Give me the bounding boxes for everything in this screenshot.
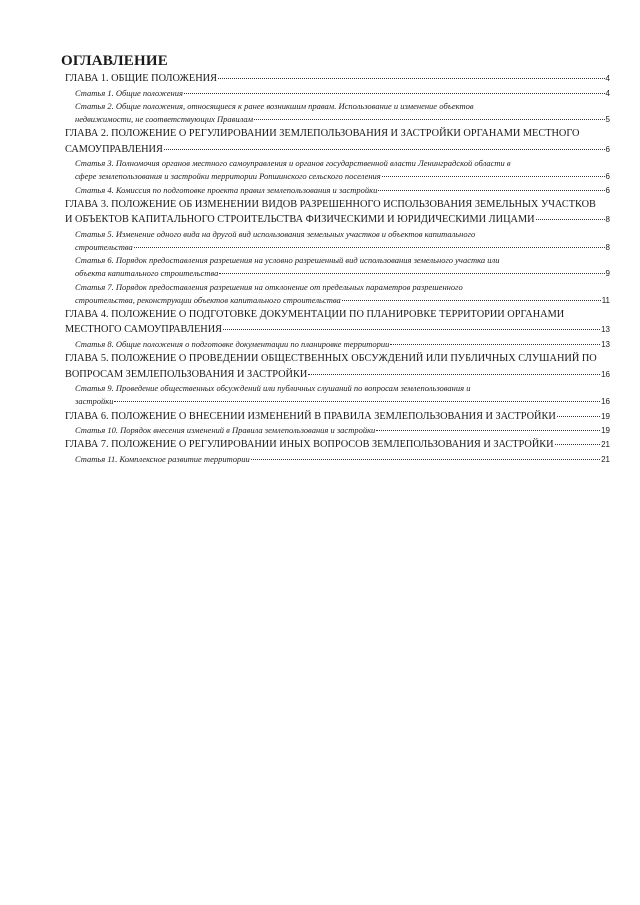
toc-entry-line <box>65 212 610 228</box>
dot-leader <box>308 374 600 375</box>
toc-entry-text: строительства, реконструкции объектов капитального строительства <box>75 294 341 305</box>
dot-leader <box>184 93 605 94</box>
toc-entry-text: сфере землепользования и застройки территории Ропшинского сельского поселения <box>75 171 381 182</box>
toc-page-number: 8 <box>605 242 610 252</box>
toc-chapter-entry[interactable] <box>65 71 610 87</box>
toc-page-number: 16 <box>601 369 610 379</box>
toc-entry-line <box>75 424 610 437</box>
toc-entry-text: ГЛАВА 2. ПОЛОЖЕНИЕ О РЕГУЛИРОВАНИИ ЗЕМЛЕПОЛЬЗОВАНИЯ И ЗАСТРОЙКИ ОРГАНАМИ МЕСТНОГО <box>65 128 580 140</box>
toc-entry-line <box>75 267 610 280</box>
toc-article-entry[interactable] <box>65 100 610 126</box>
toc-chapter-entry[interactable] <box>65 307 610 338</box>
dot-leader <box>555 444 600 445</box>
dot-leader <box>376 430 600 431</box>
toc-entry-line <box>65 322 610 338</box>
toc-entry-text: ГЛАВА 7. ПОЛОЖЕНИЕ О РЕГУЛИРОВАНИИ ИНЫХ ВОПРОСОВ ЗЕМЛЕПОЛЬЗОВАНИЯ И ЗАСТРОЙКИ <box>65 439 554 451</box>
toc-article-entry[interactable] <box>65 338 610 351</box>
toc-article-entry[interactable] <box>65 157 610 183</box>
toc-page-number: 21 <box>601 454 610 464</box>
toc-entry-line <box>65 437 610 453</box>
toc-page-number: 6 <box>605 185 610 195</box>
toc-entry-text: Статья 7. Порядок предоставления разрешения на отклонение от предельных параметров разрешенного <box>75 281 463 292</box>
toc-title: ОГЛАВЛЕНИЕ <box>61 53 168 69</box>
toc-page-number: 9 <box>605 269 610 279</box>
dot-leader <box>114 401 600 402</box>
toc-article-entry[interactable] <box>65 382 610 408</box>
toc-entry-text: И ОБЪЕКТОВ КАПИТАЛЬНОГО СТРОИТЕЛЬСТВА ФИЗИЧЕСКИМИ И ЮРИДИЧЕСКИМИ ЛИЦАМИ <box>65 214 535 226</box>
toc-page-number: 19 <box>601 411 610 421</box>
toc-page-number: 5 <box>605 114 610 124</box>
toc-entry-line <box>75 294 610 307</box>
toc-page-number: 11 <box>601 295 610 305</box>
dot-leader <box>536 219 605 220</box>
toc-article-entry[interactable] <box>65 453 610 466</box>
toc-page-number: 19 <box>601 426 610 436</box>
toc-chapter-entry[interactable] <box>65 437 610 453</box>
toc-entry-line <box>75 87 610 100</box>
toc-entry-text: ВОПРОСАМ ЗЕМЛЕПОЛЬЗОВАНИЯ И ЗАСТРОЙКИ <box>65 368 308 380</box>
toc-chapter-entry[interactable] <box>65 126 610 157</box>
toc-entry-line <box>75 184 610 197</box>
toc-article-entry[interactable] <box>65 87 610 100</box>
toc-entry-text: Статья 6. Порядок предоставления разрешения на условно разрешенный вид использования земельного участка или <box>75 255 500 266</box>
toc-entry-text: ГЛАВА 5. ПОЛОЖЕНИЕ О ПРОВЕДЕНИИ ОБЩЕСТВЕННЫХ ОБСУЖДЕНИЙ ИЛИ ПУБЛИЧНЫХ СЛУШАНИЙ ПО <box>65 353 597 365</box>
table-of-contents <box>65 71 610 466</box>
toc-entry-text: Статья 5. Изменение одного вида на другой вид использования земельных участков и объектов капитального <box>75 228 476 239</box>
toc-entry-line <box>65 71 610 87</box>
toc-entry-line <box>75 170 610 183</box>
toc-page-number: 6 <box>605 172 610 182</box>
toc-entry-line <box>65 142 610 158</box>
toc-entry-text: Статья 4. Комиссия по подготовке проекта правил землепользования и застройки <box>75 184 378 195</box>
dot-leader <box>378 190 604 191</box>
toc-entry-text: Статья 11. Комплексное развитие территории <box>75 453 250 464</box>
toc-entry-text: недвижимости, не соответствующих Правилам <box>75 113 254 124</box>
toc-chapter-entry[interactable] <box>65 409 610 425</box>
dot-leader <box>218 78 605 79</box>
toc-entry-line <box>65 409 610 425</box>
toc-entry-text: Статья 10. Порядок внесения изменений в Правила землепользования и застройки <box>75 425 376 436</box>
toc-chapter-entry[interactable] <box>65 197 610 228</box>
toc-article-entry[interactable] <box>65 424 610 437</box>
toc-entry-text: объекта капитального строительства <box>75 268 219 279</box>
toc-entry-line <box>75 395 610 408</box>
dot-leader <box>134 247 605 248</box>
toc-entry-line <box>75 453 610 466</box>
dot-leader <box>557 416 600 417</box>
toc-chapter-entry[interactable] <box>65 351 610 382</box>
toc-article-entry[interactable] <box>65 228 610 254</box>
dot-leader <box>254 119 604 120</box>
toc-article-entry[interactable] <box>65 184 610 197</box>
dot-leader <box>164 149 605 150</box>
toc-entry-text: МЕСТНОГО САМОУПРАВЛЕНИЯ <box>65 324 223 336</box>
dot-leader <box>382 176 605 177</box>
toc-page-number: 13 <box>601 339 610 349</box>
toc-entry-line <box>75 113 610 126</box>
dot-leader <box>390 344 600 345</box>
toc-entry-text: Статья 9. Проведение общественных обсуждений или публичных слушаний по вопросам землепользования и <box>75 383 471 394</box>
toc-entry-text: Статья 3. Полномочия органов местного самоуправления и органов государственной власти Ленинградской области в <box>75 158 511 169</box>
toc-page-number: 16 <box>601 397 610 407</box>
toc-page-number: 6 <box>605 144 610 154</box>
toc-entry-text: САМОУПРАВЛЕНИЯ <box>65 143 163 155</box>
toc-page-number: 8 <box>605 215 610 225</box>
toc-entry-text: застройки <box>75 396 114 407</box>
toc-entry-text: ГЛАВА 4. ПОЛОЖЕНИЕ О ПОДГОТОВКЕ ДОКУМЕНТАЦИИ ПО ПЛАНИРОВКЕ ТЕРРИТОРИИ ОРГАНАМИ <box>65 308 565 320</box>
dot-leader <box>223 329 600 330</box>
toc-page-number: 4 <box>605 88 610 98</box>
toc-entry-line <box>65 367 610 383</box>
toc-entry-text: ГЛАВА 6. ПОЛОЖЕНИЕ О ВНЕСЕНИИ ИЗМЕНЕНИЙ В ПРАВИЛА ЗЕМЛЕПОЛЬЗОВАНИЯ И ЗАСТРОЙКИ <box>65 410 556 422</box>
toc-page-number: 21 <box>601 440 610 450</box>
toc-article-entry[interactable] <box>65 281 610 307</box>
toc-entry-text: Статья 1. Общие положения <box>75 87 183 98</box>
toc-entry-line <box>75 338 610 351</box>
toc-entry-text: ГЛАВА 3. ПОЛОЖЕНИЕ ОБ ИЗМЕНЕНИИ ВИДОВ РАЗРЕШЕННОГО ИСПОЛЬЗОВАНИЯ ЗЕМЕЛЬНЫХ УЧАСТКОВ <box>65 198 596 210</box>
toc-entry-text: ГЛАВА 1. ОБЩИЕ ПОЛОЖЕНИЯ <box>65 73 217 84</box>
toc-entry-text: строительства <box>75 241 133 252</box>
toc-page-number: 4 <box>605 74 610 83</box>
toc-page-number: 13 <box>601 325 610 335</box>
toc-entry-text: Статья 8. Общие положения о подготовке документации по планировке территории <box>75 338 390 349</box>
dot-leader <box>219 273 604 274</box>
toc-article-entry[interactable] <box>65 254 610 280</box>
dot-leader <box>251 459 600 460</box>
toc-entry-line <box>75 241 610 254</box>
toc-entry-text: Статья 2. Общие положения, относящиеся к ранее возникшим правам. Использование и изменение объектов <box>75 100 474 111</box>
dot-leader <box>342 300 601 301</box>
